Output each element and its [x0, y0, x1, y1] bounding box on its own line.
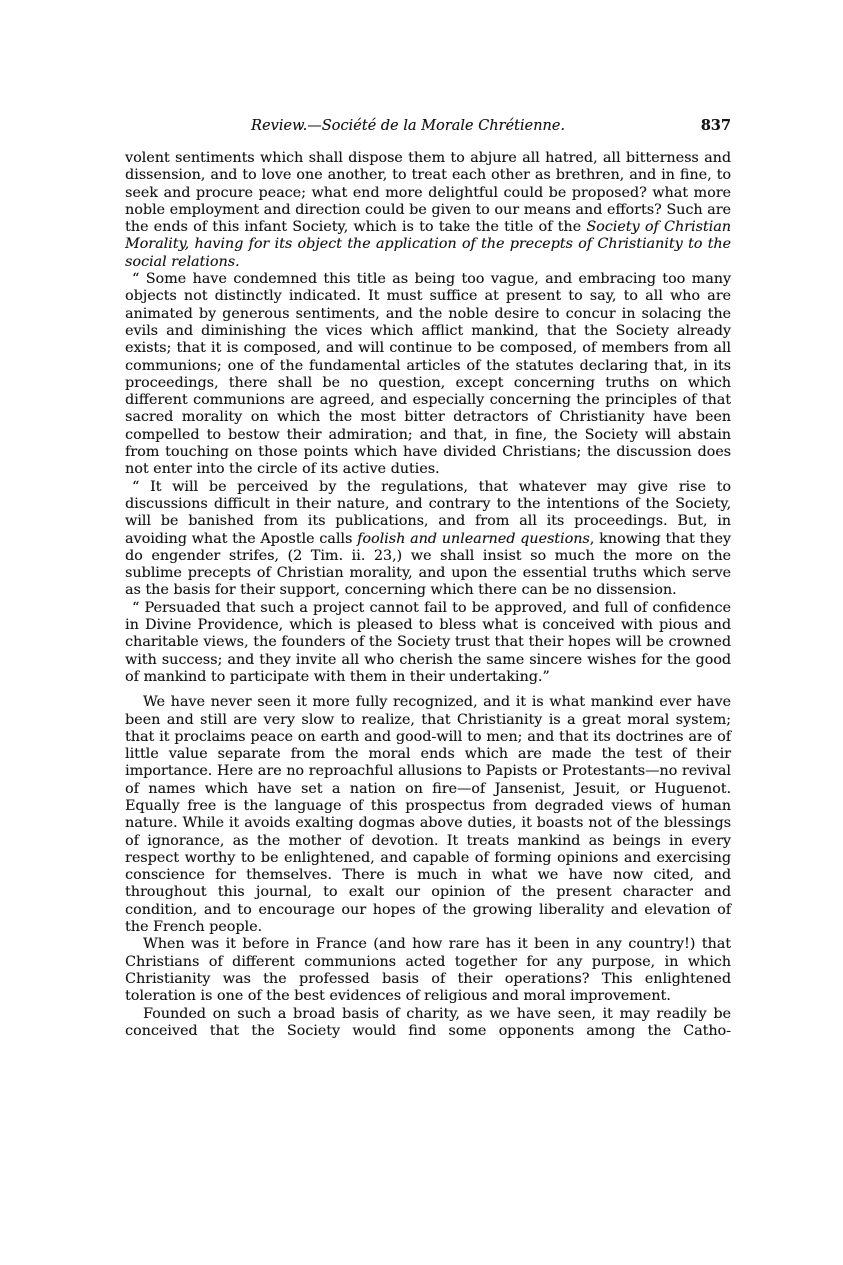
text-run: , knowing that they do engender strifes, (2 Tim. ii. 23,) we shall insist so much the more on the sublime precepts of Christian morality, and upon the essential truths which serve as the basis for their support, concerning which there can be no dissension. [125, 530, 731, 599]
body-text [125, 150, 731, 1040]
italic-text-run: foolish and unlearned questions [357, 530, 590, 547]
paragraph [125, 150, 731, 271]
page-number: 837 [700, 117, 731, 134]
text-run: Founded on such a broad basis of charity, as we have seen, it may readily be conceived that the Society would find some opponents among the Catho- [125, 1005, 731, 1039]
text-run: “ It will be perceived by the regulations, that whatever may give rise to discussions difficult in their nature, and contrary to the intentions of the Society, will be banished from its publications, and from all its proceedings. But, in avoiding what the Apostle calls [125, 478, 731, 547]
paragraph [125, 600, 731, 686]
paragraph [125, 694, 731, 936]
text-run: “ Some have condemned this title as being too vague, and embracing too many objects not distinctly indicated. It must suffice at present to say, to all who are animated by generous sentiments, and the noble desire to concur in solacing the evils and diminishing the vices which afflict mankind, that the Society already exists; that it is composed, and will continue to be composed, of members from all communions; one of the fundamental articles of the statutes declaring that, in its proceedings, there shall be no question, except concerning truths on which different communions are agreed, and especially concerning the principles of that sacred morality on which the most bitter detractors of Christianity have been compelled to bestow their admiration; and that, in fine, the Society will abstain from touching on those points which have divided Christians; the discussion does not enter into the circle of its active duties. [125, 271, 731, 478]
page-header [125, 116, 731, 136]
italic-text-run: Society of Christian Morality, having for its object the application of the precepts of Christianity to the social relations. [125, 219, 731, 270]
text-run: volent sentiments which shall dispose them to abjure all hatred, all bitterness and dissension, and to love one another, to treat each other as brethren, and in fine, to seek and procure peace; what end more delightful could be proposed? what more noble employment and direction could be given to our means and efforts? Such are the ends of this infant Society, which is to take the title of the [125, 150, 731, 236]
paragraph [125, 479, 731, 600]
text-run: We have never seen it more fully recognized, and it is what mankind ever have been and still are very slow to realize, that Christianity is a great moral system; that it proclaims peace on earth and good-will to men; and that its doctrines are of little value separate from the moral ends which are made the test of their importance. Here are no reproachful allusions to Papists or Protestants—no revival of names which have set a nation on fire—of Jansenist, Jesuit, or Huguenot. Equally free is the language of this prospectus from degraded views of human nature. While it avoids exalting dogmas above duties, it boasts not of the blessings of ignorance, as the mother of devotion. It treats mankind as beings in every respect worthy to be enlightened, and capable of forming opinions and exercising conscience for themselves. There is much in what we have now cited, and throughout this journal, to exalt our opinion of the present character and condition, and to encourage our hopes of the growing liberality and elevation of the French people. [125, 694, 731, 936]
paragraph [125, 1006, 731, 1041]
text-run: When was it before in France (and how rare has it been in any country!) that Christians of different communions acted together for any purpose, in which Christianity was the professed basis of their operations? This enlightened toleration is one of the best evidences of religious and moral improvement. [125, 936, 731, 1005]
paragraph [125, 936, 731, 1005]
text-run: “ Persuaded that such a project cannot fail to be approved, and full of confidence in Divine Providence, which is pleased to bless what is conceived with pious and charitable views, the founders of the Society trust that their hopes will be crowned with success; and they invite all who cherish the same sincere wishes for the good of mankind to participate with them in their undertaking.” [125, 599, 731, 685]
paragraph [125, 271, 731, 479]
content-column [125, 116, 731, 1040]
running-title: Review.—Société de la Morale Chrétienne. [251, 118, 565, 134]
